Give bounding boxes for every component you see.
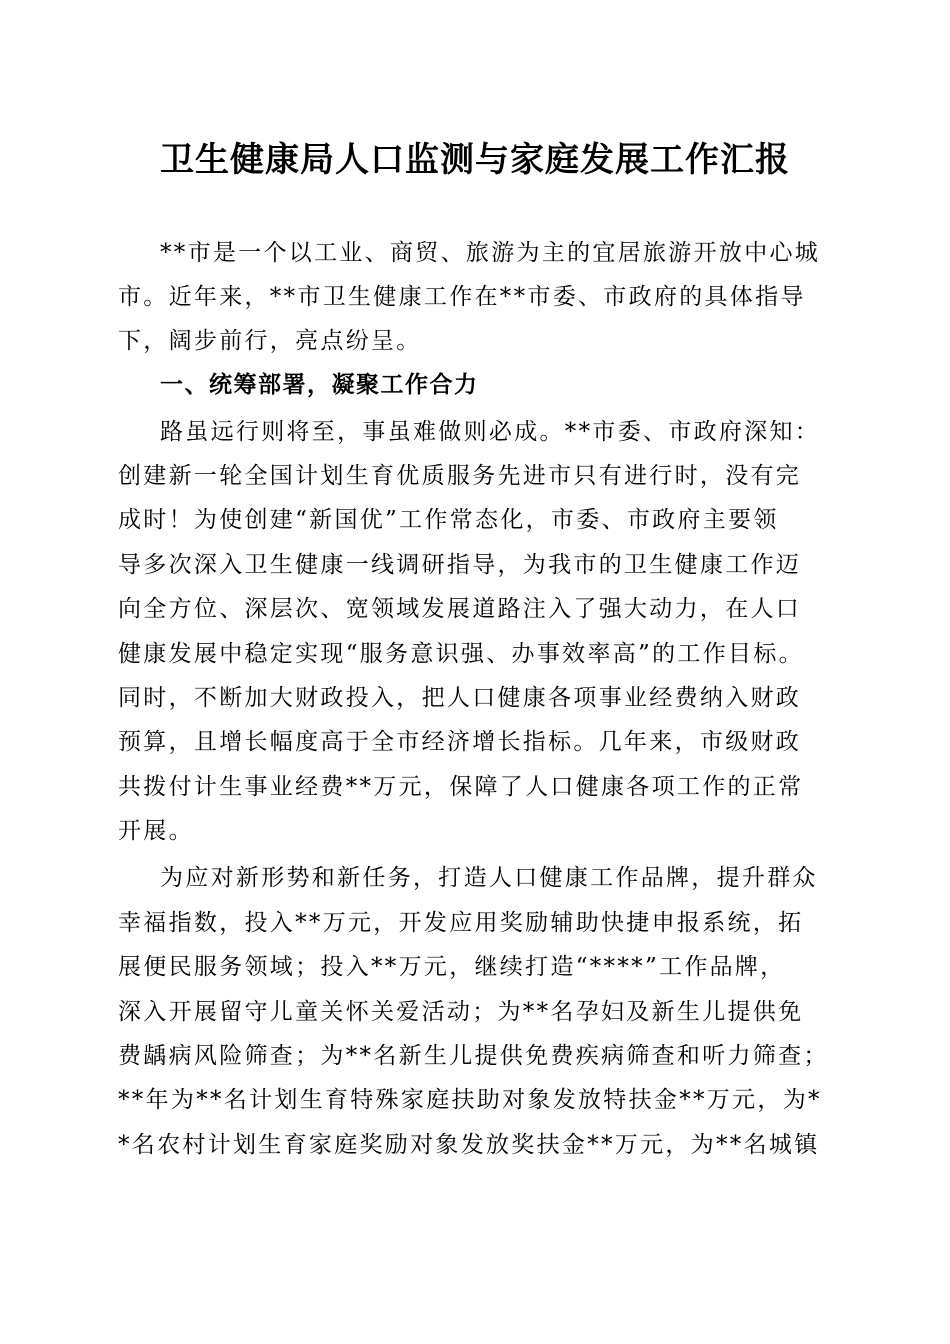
document-title: 卫生健康局人口监测与家庭发展工作汇报 — [160, 140, 790, 180]
text-line: *名农村计划生育家庭奖励对象发放奖扶金**万元，为**名城镇 — [118, 1132, 820, 1158]
text-line: 下，阔步前行，亮点纷呈。 — [118, 328, 422, 354]
text-line: 向全方位、深层次、宽领域发展道路注入了强大动力，在人口 — [118, 596, 802, 622]
text-line: 路虽远行则将至，事虽难做则必成。**市委、市政府深知： — [160, 419, 821, 445]
text-line: 健康发展中稳定实现“服务意识强、办事效率高”的工作目标。 — [118, 641, 804, 667]
text-line: 成时！为使创建“新国优”工作常态化，市委、市政府主要领 — [118, 507, 779, 533]
text-line: 导多次深入卫生健康一线调研指导，为我市的卫生健康工作迈 — [118, 552, 802, 578]
text-line: 共拨付计生事业经费**万元，保障了人口健康各项工作的正常 — [118, 774, 804, 800]
text-line: 幸福指数，投入**万元，开发应用奖励辅助快捷申报系统，拓 — [118, 910, 804, 936]
section-heading: 一、统筹部署，凝聚工作合力 — [160, 372, 479, 398]
text-line: 深入开展留守儿童关怀关爱活动；为**名孕妇及新生儿提供免 — [118, 999, 804, 1025]
text-line: **年为**名计划生育特殊家庭扶助对象发放特扶金**万元，为* — [118, 1087, 822, 1113]
text-line: 预算，且增长幅度高于全市经济增长指标。几年来，市级财政 — [118, 729, 802, 755]
text-line: 同时，不断加大财政投入，把人口健康各项事业经费纳入财政 — [118, 685, 802, 711]
text-line: 展便民服务领域；投入**万元，继续打造“****”工作品牌， — [118, 954, 786, 980]
text-line: 为应对新形势和新任务，打造人口健康工作品牌，提升群众 — [160, 865, 818, 891]
text-line: 创建新一轮全国计划生育优质服务先进市只有进行时，没有完 — [118, 463, 802, 489]
text-line: 市。近年来，**市卫生健康工作在**市委、市政府的具体指导 — [118, 284, 806, 310]
text-line: 开展。 — [118, 818, 194, 844]
text-line: **市是一个以工业、商贸、旅游为主的宜居旅游开放中心城 — [160, 240, 821, 266]
text-line: 费龋病风险筛查；为**名新生儿提供免费疾病筛查和听力筛查； — [118, 1043, 829, 1069]
